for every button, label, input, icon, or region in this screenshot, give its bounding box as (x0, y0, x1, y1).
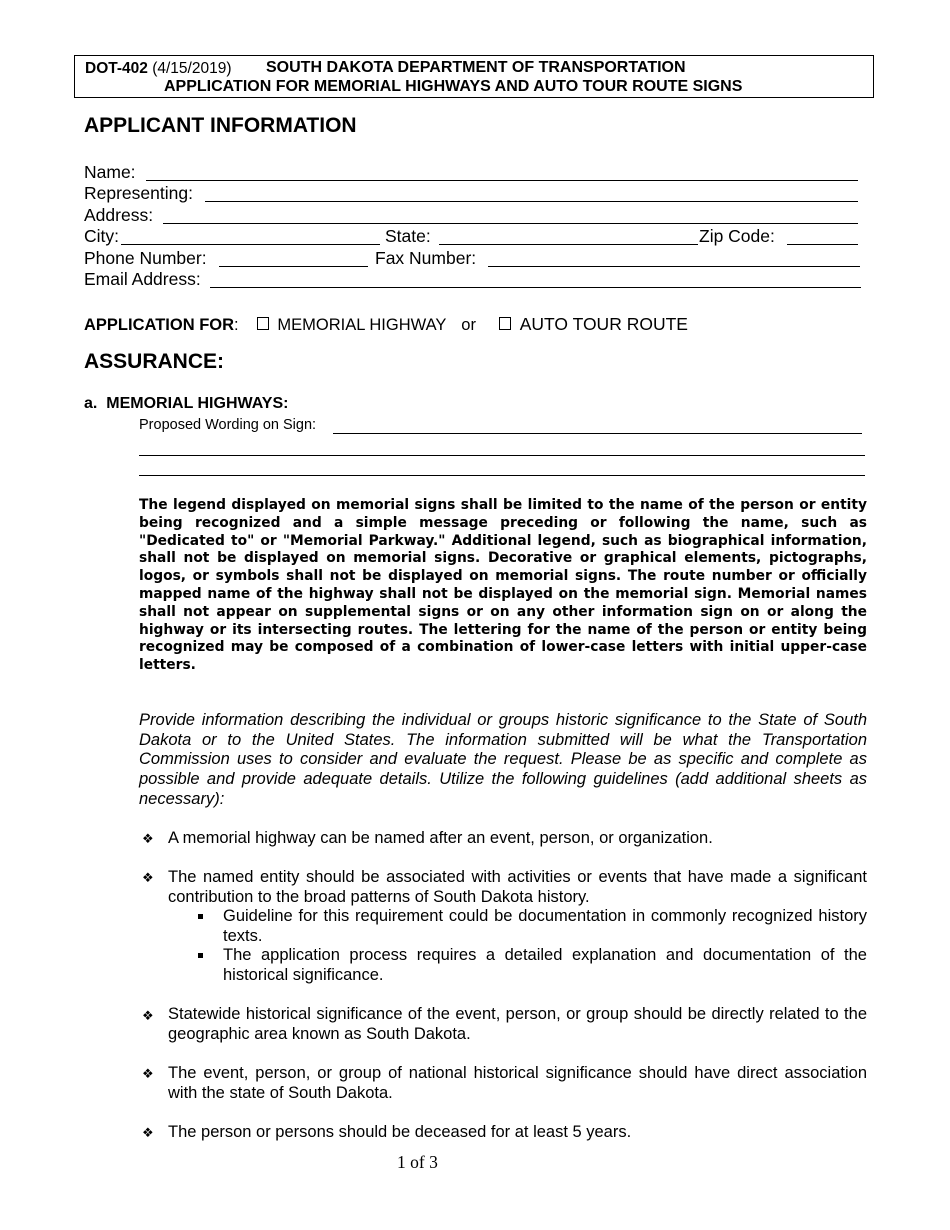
applicant-heading: APPLICANT INFORMATION (84, 114, 357, 137)
guideline-item: A memorial highway can be named after an event, person, or organization. (168, 829, 713, 847)
form-id: DOT-402 (85, 60, 148, 77)
sub-guideline-item: The application process requires a detailed explanation and documentation of the historical significance. (223, 946, 867, 984)
email-field[interactable] (210, 271, 861, 288)
guideline-item: The person or persons should be deceased for at least 5 years. (168, 1123, 632, 1141)
form-header (74, 55, 874, 98)
sub-guideline-item: Guideline for this requirement could be documentation in commonly recognized history texts. (223, 907, 867, 945)
assurance-heading: ASSURANCE: (84, 350, 225, 373)
name-field[interactable] (146, 164, 858, 181)
address-label: Address: (84, 205, 154, 225)
state-field[interactable] (439, 228, 698, 245)
bullet-icon: ❖ (142, 1008, 154, 1023)
form-date: (4/15/2019) (152, 60, 232, 77)
guideline-item: Statewide historical significance of the event, person, or group should be directly related to the geographic area known as South Dakota. (168, 1005, 867, 1043)
zip-field[interactable] (787, 228, 858, 245)
form-id-line (85, 60, 231, 78)
proposed-wording-field-1[interactable] (333, 419, 862, 434)
zip-label: Zip Code: (699, 226, 775, 246)
bullet-icon: ❖ (142, 1125, 154, 1140)
or-text: or (461, 316, 476, 334)
guideline-item: The event, person, or group of national historical significance should have direct association with the state of South Dakota. (168, 1064, 867, 1102)
bullet-icon: ❖ (142, 870, 154, 885)
city-label: City: (84, 226, 119, 246)
representing-field[interactable] (205, 185, 858, 202)
state-label: State: (385, 226, 431, 246)
phone-label: Phone Number: (84, 248, 207, 268)
memorial-highway-checkbox[interactable] (257, 317, 269, 330)
email-label: Email Address: (84, 269, 201, 289)
address-field[interactable] (163, 207, 858, 224)
fax-field[interactable] (488, 250, 860, 267)
instructions-paragraph: Provide information describing the individual or groups historic significance to the State of South Dakota or to the United States. The information submitted will be what the Transportation Commission uses to consider and evaluate the request. Please be as specific and complete as possible and provide adequate details. Utilize the following guidelines (add additional sheets as necessary): (139, 711, 867, 808)
square-bullet-icon (198, 914, 203, 919)
bullet-icon: ❖ (142, 1066, 154, 1081)
page-number: 1 of 3 (397, 1152, 438, 1172)
proposed-wording-field-3[interactable] (139, 461, 865, 476)
legend-rules-paragraph: The legend displayed on memorial signs shall be limited to the name of the person or entity being recognized and a simple message preceding or following the name, such as "Dedicated to" or "Memorial Parkway." Additional legend, such as biographical information, shall not be displayed on memorial signs. Decorative or graphical elements, pictographs, logos, or symbols shall not be displayed on memorial signs. The route number or officially mapped name of the highway shall not be displayed on the memorial sign. Memorial names shall not appear on supplemental signs or on any other information sign on or along the highway or its intersecting routes. The lettering for the name of the person or entity being recognized may be composed of a combination of lower-case letters with initial upper-case letters. (139, 497, 867, 674)
auto-tour-route-option: AUTO TOUR ROUTE (519, 314, 688, 334)
name-label: Name: (84, 162, 136, 182)
application-for-label: APPLICATION FOR (84, 316, 235, 334)
city-field[interactable] (121, 228, 380, 245)
memorial-highways-subheading: a. MEMORIAL HIGHWAYS: (84, 395, 289, 412)
proposed-wording-label: Proposed Wording on Sign: (139, 417, 317, 433)
memorial-highway-option: MEMORIAL HIGHWAY (277, 316, 447, 334)
square-bullet-icon (198, 953, 203, 958)
agency-name: SOUTH DAKOTA DEPARTMENT OF TRANSPORTATION (266, 59, 686, 76)
bullet-icon: ❖ (142, 831, 154, 846)
application-for-row: APPLICATION FOR: MEMORIAL HIGHWAY or AUTO TOUR ROUTE (84, 314, 688, 334)
guideline-item: The named entity should be associated with activities or events that have made a significant contribution to the broad patterns of South Dakota history. (168, 868, 867, 906)
fax-label: Fax Number: (375, 248, 477, 268)
representing-label: Representing: (84, 183, 193, 203)
phone-field[interactable] (219, 250, 368, 267)
auto-tour-route-checkbox[interactable] (499, 317, 511, 330)
proposed-wording-field-2[interactable] (139, 441, 865, 456)
form-title: APPLICATION FOR MEMORIAL HIGHWAYS AND AUTO TOUR ROUTE SIGNS (164, 78, 743, 95)
